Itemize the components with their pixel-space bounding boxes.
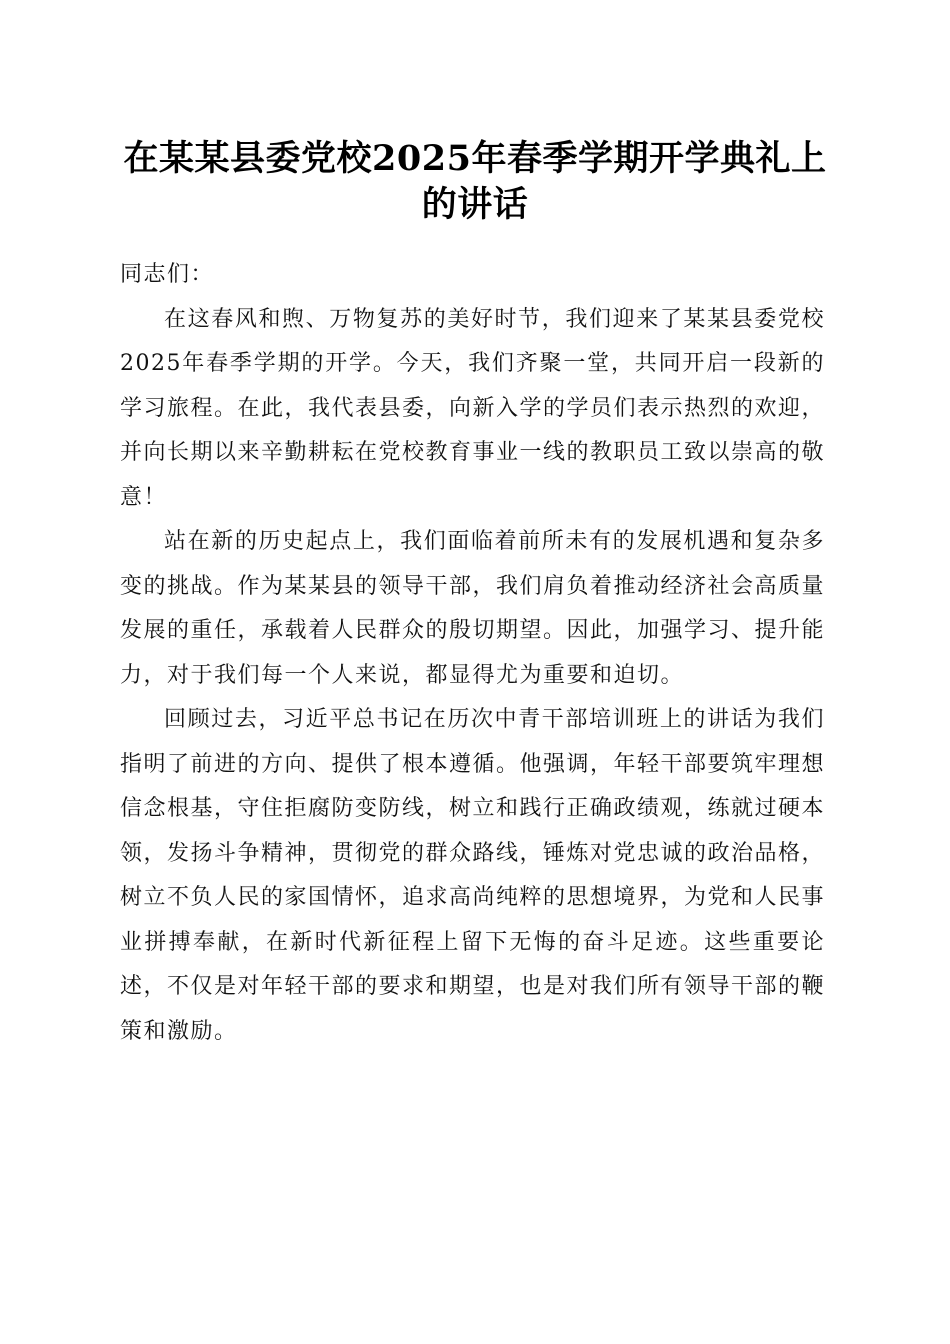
document-title: 在某某县委党校2025年春季学期开学典礼上的讲话 bbox=[123, 138, 827, 225]
document-body bbox=[120, 253, 825, 1054]
salutation: 同志们： bbox=[120, 262, 215, 287]
paragraph-2: 站在新的历史起点上，我们面临着前所未有的发展机遇和复杂多变的挑战。作为某某县的领导干部，我们肩负着推动经济社会高质量发展的重任，承载着人民群众的殷切期望。因此，加强学习、提升能力，对于我们每一个人来说，都显得尤为重要和迫切。 bbox=[120, 529, 826, 688]
paragraph-3: 回顾过去，习近平总书记在历次中青干部培训班上的讲话为我们指明了前进的方向、提供了根本遵循。他强调，年轻干部要筑牢理想信念根基，守住拒腐防变防线，树立和践行正确政绩观，练就过硬本领，发扬斗争精神，贯彻党的群众路线，锤炼对党忠诚的政治品格，树立不负人民的家国情怀，追求高尚纯粹的思想境界，为党和人民事业拼搏奉献，在新时代新征程上留下无悔的奋斗足迹。这些重要论述，不仅是对年轻干部的要求和期望，也是对我们所有领导干部的鞭策和激励。 bbox=[120, 707, 826, 1044]
paragraph-1: 在这春风和煦、万物复苏的美好时节，我们迎来了某某县委党校2025年春季学期的开学。今天，我们齐聚一堂，共同开启一段新的学习旅程。在此，我代表县委，向新入学的学员们表示热烈的欢迎，并向长期以来辛勤耕耘在党校教育事业一线的教职员工致以崇高的敬意！ bbox=[120, 306, 826, 510]
